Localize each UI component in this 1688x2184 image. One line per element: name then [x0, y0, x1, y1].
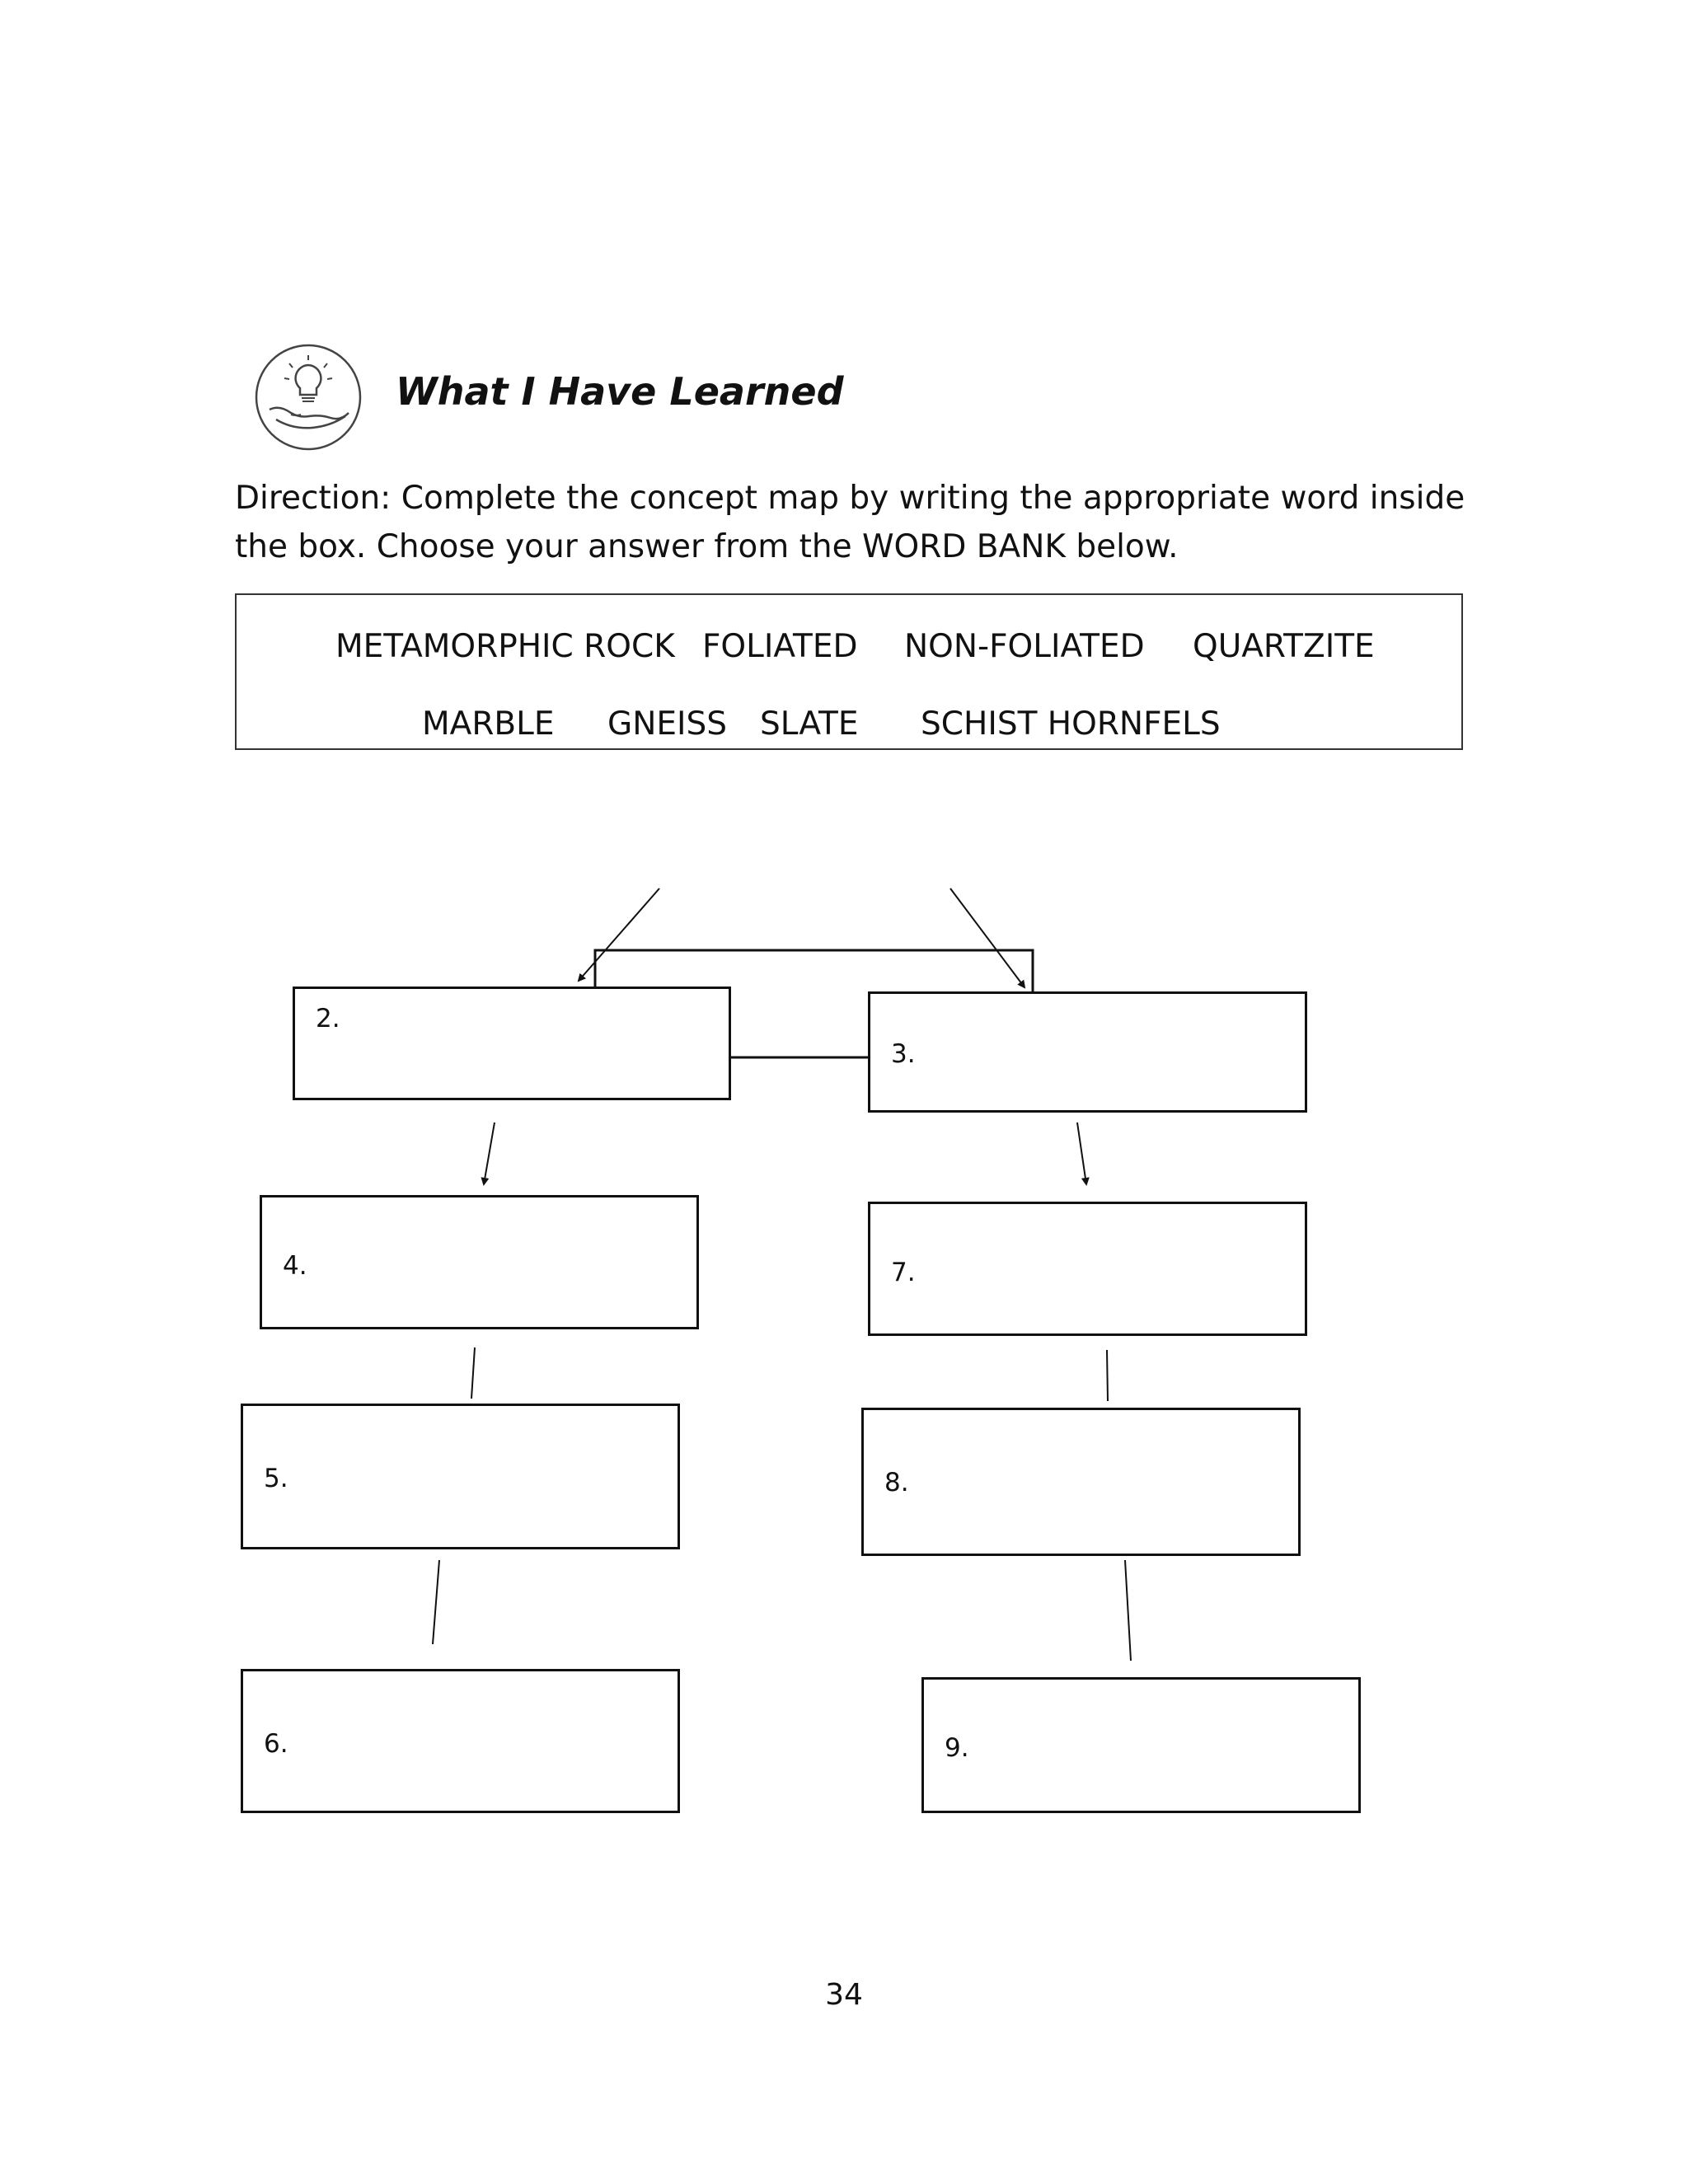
box-number: 7.	[891, 1258, 916, 1287]
word-bank-item: METAMORPHIC ROCK	[335, 628, 675, 665]
word-bank-item: SCHIST HORNFELS	[921, 705, 1221, 743]
box-number: 6.	[264, 1729, 288, 1759]
box-number: 4.	[283, 1251, 307, 1281]
concept-box-6[interactable]	[241, 1669, 680, 1813]
top-connector	[595, 950, 1033, 991]
word-bank-item: MARBLE	[422, 705, 555, 743]
section-title: What I Have Learned	[396, 369, 844, 414]
concept-box-2[interactable]	[293, 987, 731, 1100]
arrow-to-box-2	[579, 888, 659, 981]
box-number: 9.	[945, 1733, 969, 1763]
concept-box-3[interactable]	[868, 991, 1307, 1113]
concept-box-7[interactable]	[868, 1202, 1307, 1336]
concept-box-9[interactable]	[921, 1677, 1361, 1813]
connector-7-8	[1107, 1350, 1108, 1401]
word-bank-item: QUARTZITE	[1193, 628, 1375, 665]
word-bank-item: NON-FOLIATED	[904, 628, 1145, 665]
arrow-to-box-3	[950, 888, 1025, 987]
direction-text: Direction: Complete the concept map by writing the appropriate word inside the box. Choose your answer from the WORD BANK below.	[235, 480, 1465, 565]
connector-8-9	[1125, 1560, 1131, 1661]
word-bank-item: FOLIATED	[702, 628, 858, 665]
box-number: 2.	[316, 1004, 340, 1033]
page-number: 34	[825, 1978, 863, 2012]
word-bank-item: SLATE	[760, 705, 859, 743]
box-number: 3.	[891, 1039, 916, 1069]
arrow-to-box-4	[484, 1122, 495, 1184]
concept-box-5[interactable]	[241, 1404, 680, 1549]
connector-4-5	[471, 1347, 475, 1399]
box-number: 8.	[884, 1468, 909, 1497]
arrow-to-box-7	[1077, 1122, 1086, 1184]
word-bank-item: GNEISS	[607, 705, 728, 743]
connector-5-6	[433, 1560, 439, 1644]
box-number: 5.	[264, 1464, 288, 1493]
concept-box-4[interactable]	[260, 1195, 699, 1329]
concept-box-8[interactable]	[861, 1408, 1301, 1556]
